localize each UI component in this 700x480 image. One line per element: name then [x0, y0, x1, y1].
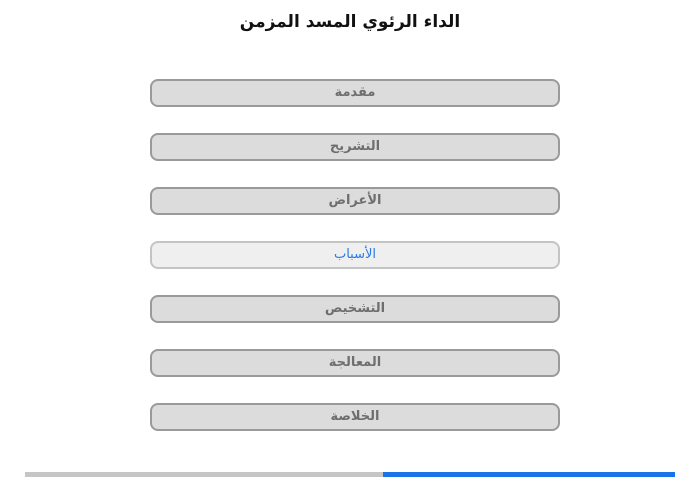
menu-item-intro[interactable]: مقدمة: [150, 79, 560, 107]
menu-item-causes[interactable]: الأسباب: [150, 241, 560, 269]
menu-item-anatomy[interactable]: التشريح: [150, 133, 560, 161]
menu-item-symptoms[interactable]: الأعراض: [150, 187, 560, 215]
progress-bar-fill: [383, 472, 676, 477]
page-title: الداء الرئوي المسد المزمن: [239, 12, 461, 32]
menu-item-diagnosis[interactable]: التشخيص: [150, 295, 560, 323]
menu-item-summary[interactable]: الخلاصة: [150, 403, 560, 431]
progress-bar: [25, 472, 675, 477]
chapter-menu: [150, 79, 560, 457]
menu-item-treatment[interactable]: المعالجة: [150, 349, 560, 377]
